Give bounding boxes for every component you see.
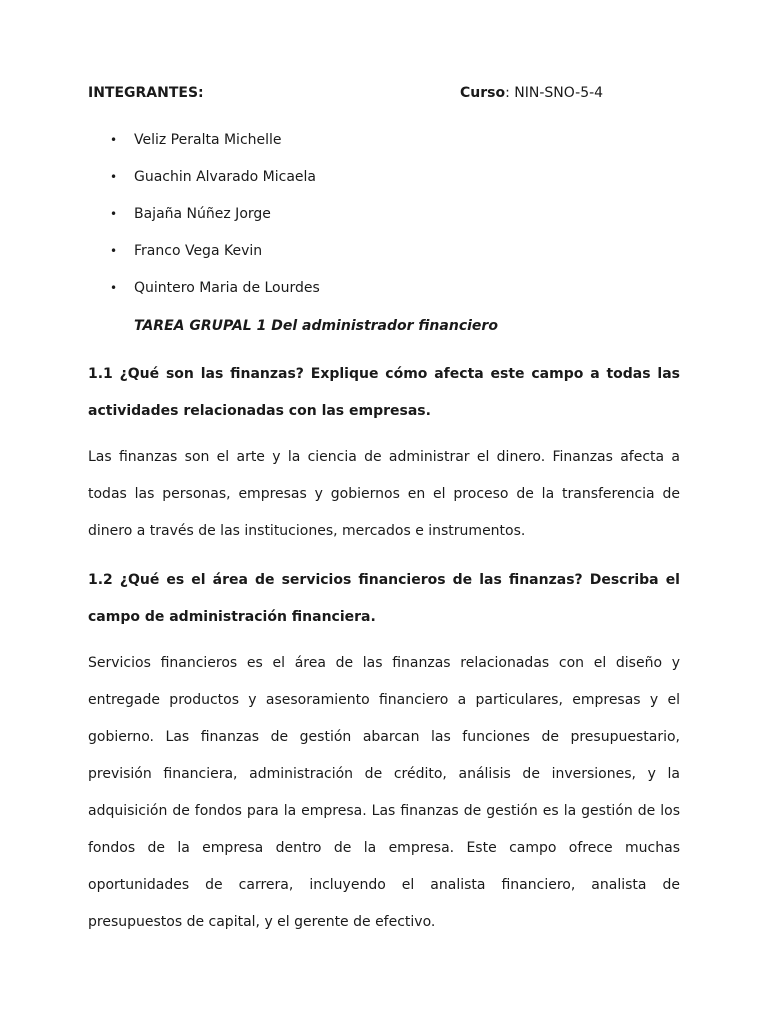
document-header [88,83,688,103]
member-name: Quintero Maria de Lourdes [134,280,320,296]
member-name: Guachin Alvarado Micaela [134,169,316,185]
bullet-icon: • [110,133,118,147]
question-heading: 1.2 ¿Qué es el área de servicios financieros de las finanzas? Describa el campo de administración financiera. [88,572,680,625]
list-item [110,167,320,204]
course-label: Curso [460,85,506,101]
list-item [110,204,320,241]
course-value: NIN-SNO-5-4 [509,85,604,101]
answer-paragraph: Servicios financieros es el área de las finanzas relacionadas con el diseño y entregade productos y asesoramiento financiero a particulares, empresas y el gobierno. Las finanzas de gestión abarcan las funciones de presupuestario, previsión financiera, administración de crédito, análisis de inversiones, y la adquisición de fondos para la empresa. Las finanzas de gestión es la gestión de los fondos de la empresa dentro de la empresa. Este campo ofrece muchas oportunidades de carrera, incluyendo el analista financiero, analista de presupuestos de capital, y el gerente de efectivo. [88,655,680,930]
member-name: Veliz Peralta Michelle [134,132,282,148]
task-title: TAREA GRUPAL 1 Del administrador financiero [134,318,498,334]
member-name: Bajaña Núñez Jorge [134,206,271,222]
course-info [460,83,603,103]
bullet-icon: • [110,244,118,258]
bullet-icon: • [110,207,118,221]
members-list [110,130,320,315]
bullet-icon: • [110,281,118,295]
members-label: INTEGRANTES: [88,85,204,101]
list-item [110,130,320,167]
list-item [110,278,320,315]
list-item [110,241,320,278]
course-separator: : [505,85,510,101]
bullet-icon: • [110,170,118,184]
member-name: Franco Vega Kevin [134,243,263,259]
question-heading: 1.1 ¿Qué son las finanzas? Explique cómo afecta este campo a todas las actividades relacionadas con las empresas. [88,366,680,419]
answer-paragraph: Las finanzas son el arte y la ciencia de administrar el dinero. Finanzas afecta a todas las personas, empresas y gobiernos en el proceso de la transferencia de dinero a través de las instituciones, mercados e instrumentos. [88,449,680,539]
